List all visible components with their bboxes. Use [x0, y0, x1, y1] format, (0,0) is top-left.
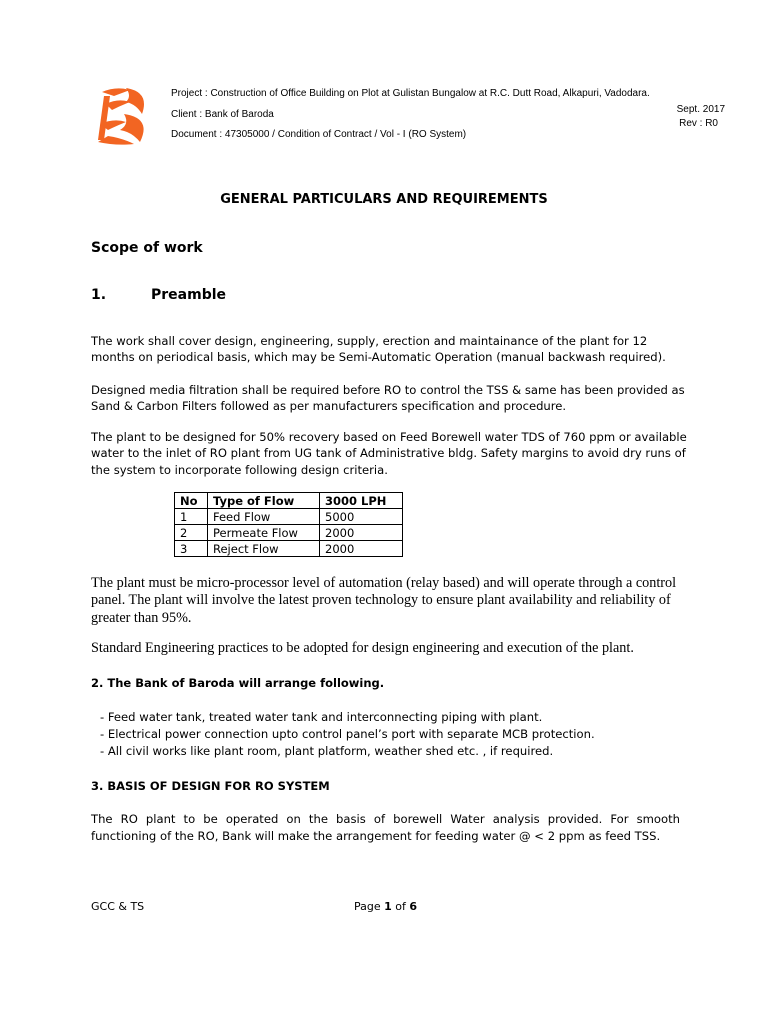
paragraph-design — [91, 429, 689, 478]
table-cell: 3 — [175, 541, 208, 557]
list-item: - Electrical power connection upto control panel’s port with separate MCB protection. — [100, 727, 595, 741]
table-header-cell: Type of Flow — [208, 493, 320, 509]
section2-list — [100, 709, 595, 760]
paragraph-text: The plant to be designed for 50% recovery based on Feed Borewell water TDS of 760 ppm or available water to the inlet of RO plant from UG tank of Administrative bldg. Safety margins to avoid dry runs of the system to incorporate following design criteria. — [91, 430, 687, 477]
table-cell: Reject Flow — [208, 541, 320, 557]
table-row — [175, 541, 403, 557]
page-of: of — [391, 900, 410, 913]
section3-heading: 3. BASIS OF DESIGN FOR RO SYSTEM — [91, 779, 330, 793]
paragraph-scope — [91, 333, 686, 366]
scope-heading: Scope of work — [91, 240, 203, 256]
table-cell: Feed Flow — [208, 509, 320, 525]
header-rev: Rev : R0 — [679, 118, 718, 129]
preamble-number: 1. — [91, 287, 107, 303]
preamble-heading — [91, 287, 226, 303]
bank-of-baroda-logo-icon — [96, 84, 152, 148]
table-header-cell: 3000 LPH — [320, 493, 403, 509]
table-cell: Permeate Flow — [208, 525, 320, 541]
table-header-row — [175, 493, 403, 509]
table-cell: 2000 — [320, 541, 403, 557]
paragraph-text: The work shall cover design, engineering, supply, erection and maintainance of the plant for 12 months on periodical basis, which may be Semi-Automatic Operation (manual backwash required). — [91, 334, 666, 365]
document-title: GENERAL PARTICULARS AND REQUIREMENTS — [220, 192, 548, 207]
header-project: Project : Construction of Office Building on Plot at Gulistan Bungalow at R.C. Dutt Road, Alkapuri, Vadodara. — [171, 88, 650, 99]
table-row — [175, 525, 403, 541]
table-cell: 2 — [175, 525, 208, 541]
paragraph-standards: Standard Engineering practices to be adopted for design engineering and execution of the plant. — [91, 640, 634, 656]
table-cell: 2000 — [320, 525, 403, 541]
paragraph-automation: The plant must be micro-processor level of automation (relay based) and will operate through a control panel. The plant will involve the latest proven technology to ensure plant availability and reliability of greater than 95%. — [91, 575, 677, 626]
header-client: Client : Bank of Baroda — [171, 109, 274, 120]
list-item: - All civil works like plant room, plant platform, weather shed etc. , if required. — [100, 744, 554, 758]
paragraph-filtration — [91, 382, 686, 415]
list-item: - Feed water tank, treated water tank and interconnecting piping with plant. — [100, 710, 543, 724]
page-prefix: Page — [354, 900, 385, 913]
page-total: 6 — [409, 900, 418, 913]
table-header-cell: No — [175, 493, 208, 509]
header-document: Document : 47305000 / Condition of Contract / Vol - I (RO System) — [171, 129, 467, 140]
page-number — [354, 900, 417, 913]
preamble-label: Preamble — [151, 287, 227, 303]
table-row — [175, 509, 403, 525]
table-cell: 5000 — [320, 509, 403, 525]
section2-heading: 2. The Bank of Baroda will arrange following. — [91, 676, 385, 690]
section3-text: The RO plant to be operated on the basis of borewell Water analysis provided. For smooth functioning of the RO, Bank will make the arrangement for feeding water @ < 2 ppm as feed TSS. — [91, 812, 680, 844]
paragraph-text: Designed media filtration shall be required before RO to control the TSS & same has been provided as Sand & Carbon Filters followed as per manufacturers specification and procedure. — [91, 383, 685, 414]
footer-label: GCC & TS — [91, 900, 145, 913]
page-current: 1 — [384, 900, 392, 913]
flow-table — [174, 492, 403, 557]
table-cell: 1 — [175, 509, 208, 525]
header-date: Sept. 2017 — [676, 104, 725, 115]
